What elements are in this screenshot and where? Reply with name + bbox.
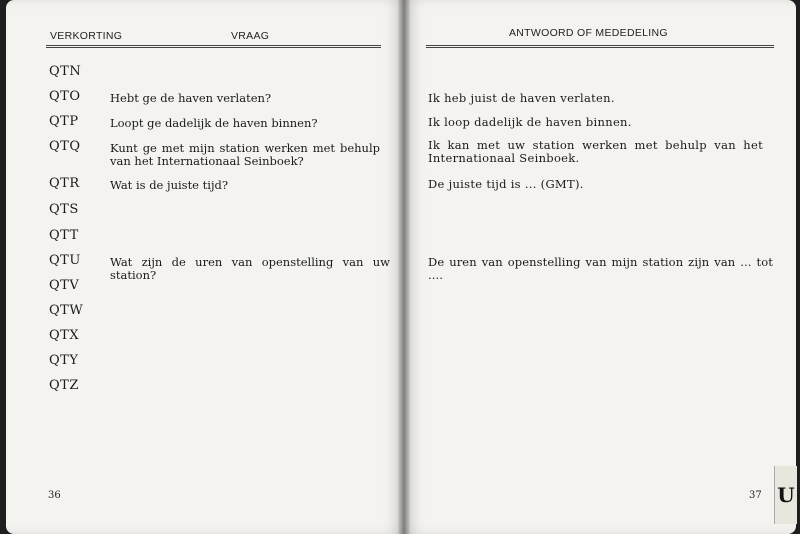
- left-page: [6, 0, 404, 534]
- answer-qtq: Ik kan met uw station werken met behulp van het Internationaal Seinboek.: [428, 138, 763, 165]
- answer-qtp: Ik loop dadelijk de haven binnen.: [428, 115, 632, 129]
- question-qto: Hebt ge de haven verlaten?: [110, 91, 272, 105]
- answer-qto: Ik heb juist de haven verlaten.: [428, 91, 615, 105]
- right-page: [404, 0, 796, 534]
- code-qtq: QTQ: [49, 139, 81, 154]
- code-qtv: QTV: [49, 278, 80, 293]
- header-question: VRAAG: [231, 30, 270, 42]
- answer-qtu: De uren van openstelling van mijn station zijn van ... tot ....: [428, 255, 773, 282]
- header-abbreviation: VERKORTING: [50, 30, 123, 42]
- page-number-left: 36: [48, 490, 61, 501]
- question-qtu: Wat zijn de uren van openstelling van uw station?: [110, 255, 390, 282]
- code-qty: QTY: [49, 353, 79, 368]
- code-qtx: QTX: [49, 328, 80, 343]
- code-qtp: QTP: [49, 114, 79, 129]
- question-qtp: Loopt ge dadelijk de haven binnen?: [110, 116, 318, 130]
- header-rule: [46, 45, 381, 48]
- header-rule-right: [426, 45, 774, 48]
- book-spine: [398, 0, 410, 534]
- code-qtt: QTT: [49, 228, 79, 243]
- thumb-index-tab: U: [774, 466, 797, 524]
- header-answer: ANTWOORD OF MEDEDELING: [509, 27, 668, 39]
- page-number-right: 37: [749, 490, 762, 501]
- code-qtu: QTU: [49, 253, 81, 268]
- answer-qtr: De juiste tijd is ... (GMT).: [428, 177, 584, 191]
- code-qts: QTS: [49, 202, 79, 217]
- question-qtr: Wat is de juiste tijd?: [110, 178, 229, 192]
- code-qtz: QTZ: [49, 378, 79, 393]
- code-qtn: QTN: [49, 64, 82, 79]
- code-qtr: QTR: [49, 176, 80, 191]
- code-qtw: QTW: [49, 303, 84, 318]
- question-qtq: Kunt ge met mijn station werken met behulp van het Internationaal Seinboek?: [110, 141, 380, 168]
- code-qto: QTO: [49, 89, 81, 104]
